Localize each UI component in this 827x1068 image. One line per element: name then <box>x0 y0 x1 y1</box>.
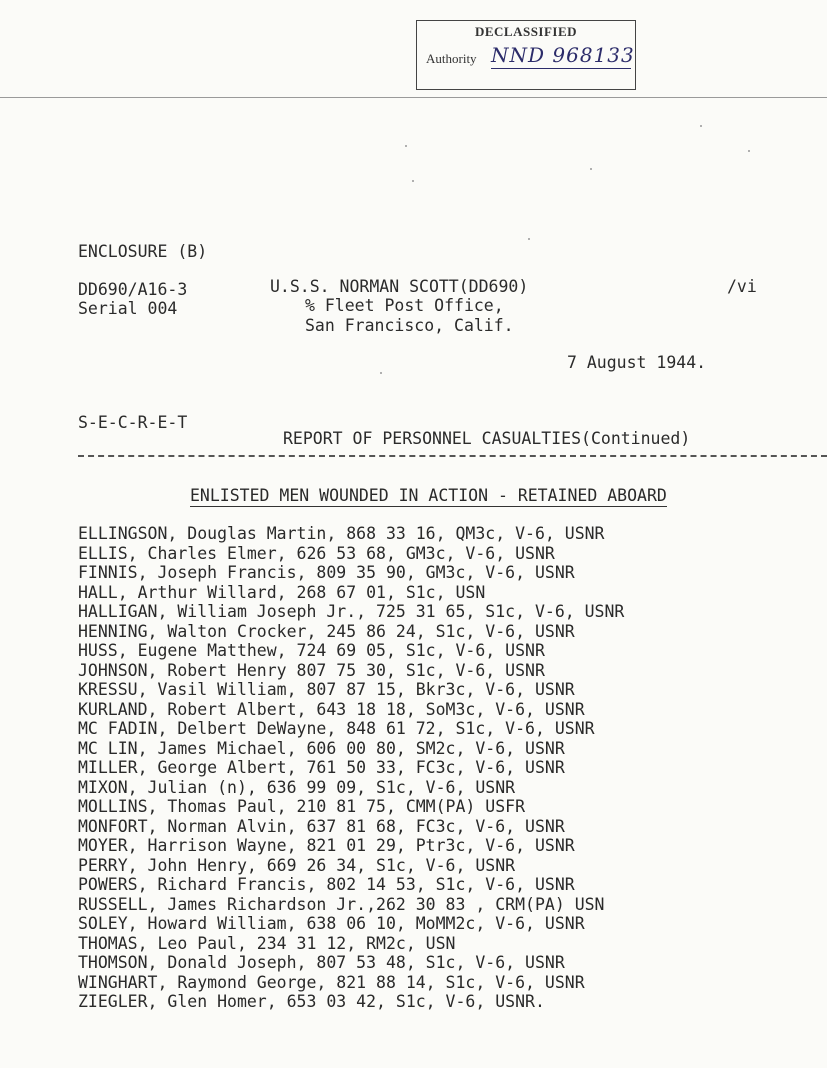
enclosure-label: ENCLOSURE (B) <box>78 242 208 261</box>
casualty-entry: FINNIS, Joseph Francis, 809 35 90, GM3c, V-6, USNR <box>78 563 575 582</box>
address-line-2: San Francisco, Calif. <box>305 316 514 335</box>
casualty-entry: MONFORT, Norman Alvin, 637 81 68, FC3c, V-6, USNR <box>78 816 565 836</box>
casualty-entry: RUSSELL, James Richardson Jr.,262 30 83 , CRM(PA) USN <box>78 894 605 914</box>
address-line-1: % Fleet Post Office, <box>305 296 504 315</box>
casualty-entry: MIXON, Julian (n), 636 99 09, S1c, V-6, USNR <box>78 777 516 797</box>
casualty-entry: HENNING, Walton Crocker, 245 86 24, S1c, V-6, USNR <box>78 621 575 641</box>
casualty-entry: HUSS, Eugene Matthew, 724 69 05, S1c, V-6, USNR <box>78 641 545 660</box>
casualty-entry: THOMAS, Leo Paul, 234 31 12, RM2c, USN <box>78 933 456 953</box>
casualty-entry: KRESSU, Vasil William, 807 87 15, Bkr3c, V-6, USNR <box>78 680 575 699</box>
typist-initials: /vi <box>727 277 757 296</box>
classification-marking: S-E-C-R-E-T <box>78 413 188 432</box>
paper-speck <box>412 180 414 182</box>
page-top-rule <box>0 97 827 98</box>
paper-speck <box>748 150 750 152</box>
casualty-entry: MC FADIN, Delbert DeWayne, 848 61 72, S1c, V-6, USNR <box>78 719 595 738</box>
declassified-stamp <box>416 20 636 90</box>
casualty-entry: ELLIS, Charles Elmer, 626 53 68, GM3c, V-6, USNR <box>78 543 555 563</box>
casualty-entry: ELLINGSON, Douglas Martin, 868 33 16, QM3c, V-6, USNR <box>78 524 605 543</box>
paper-speck <box>590 168 592 170</box>
casualty-entry: PERRY, John Henry, 669 26 34, S1c, V-6, USNR <box>78 855 516 875</box>
casualty-entry: THOMSON, Donald Joseph, 807 53 48, S1c, V-6, USNR <box>78 953 565 972</box>
paper-speck <box>528 238 530 240</box>
stamp-authority-signature: NND 968133 <box>491 43 635 67</box>
serial-number: Serial 004 <box>78 299 178 318</box>
section-heading: ENLISTED MEN WOUNDED IN ACTION - RETAINED ABOARD <box>190 486 667 505</box>
casualty-entry: MILLER, George Albert, 761 50 33, FC3c, V-6, USNR <box>78 758 565 777</box>
paper-speck <box>700 125 702 127</box>
paper-speck <box>405 145 407 147</box>
casualty-entry: KURLAND, Robert Albert, 643 18 18, SoM3c, V-6, USNR <box>78 699 585 719</box>
document-date: 7 August 1944. <box>567 353 707 372</box>
ship-name: U.S.S. NORMAN SCOTT(DD690) <box>270 277 529 296</box>
stamp-authority-label: Authority <box>426 51 477 66</box>
casualty-entry: MOYER, Harrison Wayne, 821 01 29, Ptr3c, V-6, USNR <box>78 836 575 855</box>
casualty-entry: JOHNSON, Robert Henry 807 75 30, S1c, V-6, USNR <box>78 660 545 680</box>
file-code: DD690/A16-3 <box>78 280 188 299</box>
dashed-separator <box>78 455 827 457</box>
casualty-entry: HALL, Arthur Willard, 268 67 01, S1c, USN <box>78 582 486 602</box>
casualty-entry: SOLEY, Howard William, 638 06 10, MoMM2c, V-6, USNR <box>78 914 585 933</box>
stamp-signature-line <box>491 68 631 69</box>
report-title: REPORT OF PERSONNEL CASUALTIES(Continued) <box>283 429 691 448</box>
stamp-title: DECLASSIFIED <box>474 24 578 39</box>
casualty-entry: WINGHART, Raymond George, 821 88 14, S1c, V-6, USNR <box>78 972 585 992</box>
casualty-list <box>78 524 624 1012</box>
casualty-entry: MOLLINS, Thomas Paul, 210 81 75, CMM(PA) USFR <box>78 797 526 816</box>
casualty-entry: HALLIGAN, William Joseph Jr., 725 31 65, S1c, V-6, USNR <box>78 602 625 621</box>
paper-speck <box>380 372 382 374</box>
casualty-entry: POWERS, Richard Francis, 802 14 53, S1c, V-6, USNR <box>78 875 575 894</box>
casualty-entry: MC LIN, James Michael, 606 00 80, SM2c, V-6, USNR <box>78 738 565 758</box>
casualty-entry: ZIEGLER, Glen Homer, 653 03 42, S1c, V-6, USNR. <box>78 992 545 1011</box>
